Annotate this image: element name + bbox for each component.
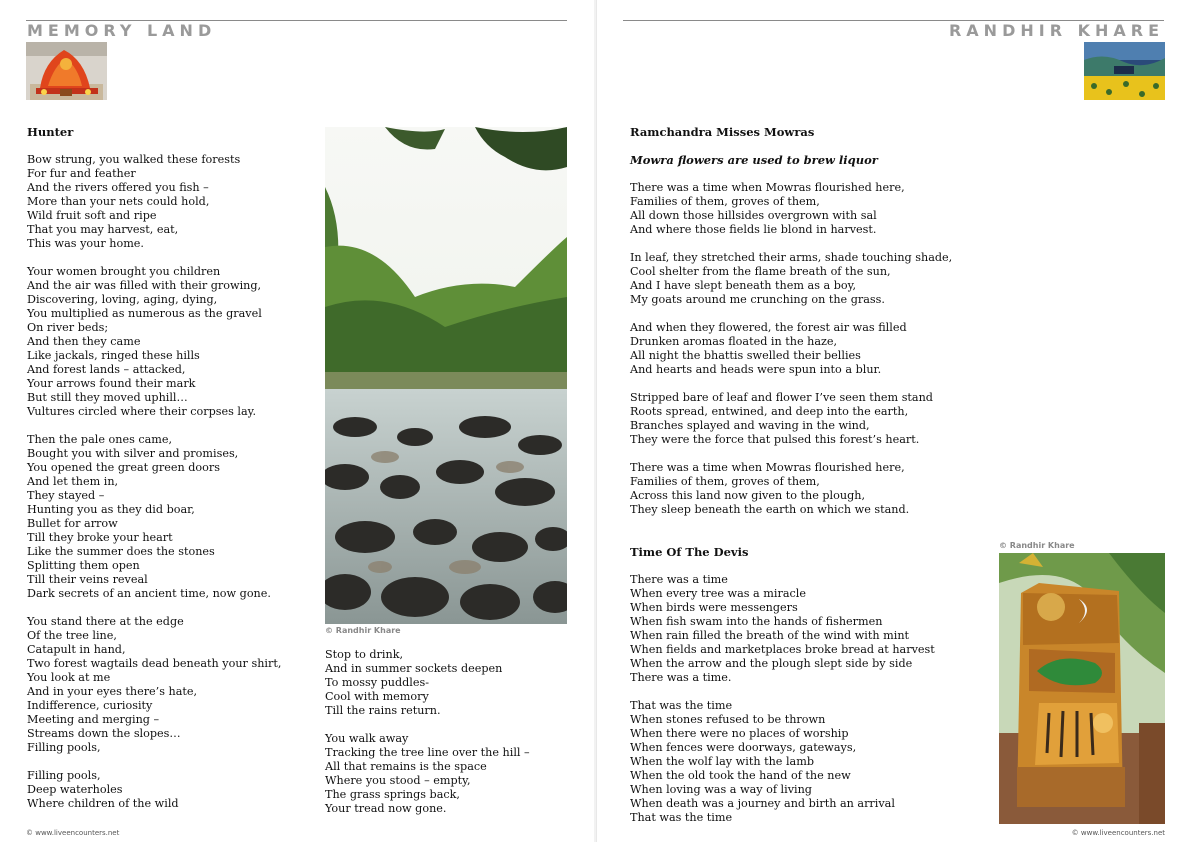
verse-line: The grass springs back, — [325, 788, 460, 801]
verse-line: Where children of the wild — [27, 797, 179, 810]
verse-line: Discovering, loving, aging, dying, — [27, 293, 218, 306]
verse-line: They stayed – — [27, 489, 105, 502]
right-page — [597, 0, 1191, 842]
verse-line: Meeting and merging – — [27, 713, 160, 726]
stanza-gap — [630, 685, 935, 699]
verse-line: That was the time — [630, 811, 733, 824]
verse-line: All down those hillsides overgrown with sal — [630, 209, 877, 222]
stanza-gap — [27, 601, 281, 615]
verse-line: All that remains is the space — [325, 760, 487, 773]
verse-line: When fields and marketplaces broke bread at harvest — [630, 643, 935, 656]
verse-line: Splitting them open — [27, 559, 140, 572]
verse-line: When the wolf lay with the lamb — [630, 755, 814, 768]
verse-line: All night the bhattis swelled their bellies — [630, 349, 861, 362]
verse-line: But still they moved uphill… — [27, 391, 188, 404]
running-head: RANDHIR KHARE — [948, 21, 1164, 40]
verse-line: Catapult in hand, — [27, 643, 126, 656]
devi-stone-image — [999, 553, 1165, 824]
poem-column-1 — [27, 153, 281, 811]
verse-line: In leaf, they stretched their arms, shade touching shade, — [630, 251, 953, 264]
verse-line: Vultures circled where their corpses lay. — [27, 405, 257, 418]
verse-line: Roots spread, entwined, and deep into the earth, — [630, 405, 909, 418]
verse-line: Branches splayed and waving in the wind, — [630, 419, 870, 432]
verse-line: Across this land now given to the plough, — [630, 489, 865, 502]
verse-line: Your women brought you children — [27, 265, 221, 278]
verse-line: Cool with memory — [325, 690, 429, 703]
verse-line: Like the summer does the stones — [27, 545, 215, 558]
verse-line: When rain filled the breath of the wind with mint — [630, 629, 910, 642]
verse-line: There was a time when Mowras flourished here, — [630, 181, 905, 194]
header-thumbnail-painting — [1084, 42, 1165, 100]
verse-line: Bought you with silver and promises, — [27, 447, 239, 460]
devi-stone-photo — [999, 553, 1165, 824]
verse-line: You multiplied as numerous as the gravel — [27, 307, 262, 320]
verse-line: And in summer sockets deepen — [325, 662, 503, 675]
verse-line: And let them in, — [27, 475, 119, 488]
verse-line: When birds were messengers — [630, 601, 798, 614]
verse-line: Dark secrets of an ancient time, now gone. — [27, 587, 271, 600]
verse-line: Tracking the tree line over the hill – — [325, 746, 530, 759]
verse-line: Your tread now gone. — [325, 802, 447, 815]
verse-line: When there were no places of worship — [630, 727, 849, 740]
verse-line: Families of them, groves of them, — [630, 475, 820, 488]
verse-line: Families of them, groves of them, — [630, 195, 820, 208]
verse-line: Drunken aromas floated in the haze, — [630, 335, 838, 348]
verse-line: They were the force that pulsed this forest’s heart. — [630, 433, 920, 446]
verse-line: For fur and feather — [27, 167, 136, 180]
stanza-gap — [630, 237, 952, 251]
river-photo — [325, 127, 567, 624]
verse-line: And when they flowered, the forest air was filled — [630, 321, 907, 334]
verse-line: Bullet for arrow — [27, 517, 118, 530]
verse-line: And hearts and heads were spun into a blur. — [630, 363, 882, 376]
verse-line: That was the time — [630, 699, 733, 712]
verse-line: Filling pools, — [27, 741, 101, 754]
verse-line: When fences were doorways, gateways, — [630, 741, 857, 754]
verse-line: Cool shelter from the flame breath of the sun, — [630, 265, 891, 278]
verse-line: This was your home. — [27, 237, 144, 250]
verse-line: More than your nets could hold, — [27, 195, 210, 208]
verse-line: To mossy puddles- — [325, 676, 429, 689]
verse-line: And the rivers offered you fish – — [27, 181, 209, 194]
verse-line: Stripped bare of leaf and flower I’ve seen them stand — [630, 391, 933, 404]
poem-title-devis: Time Of The Devis — [630, 545, 749, 559]
photo-credit: © Randhir Khare — [325, 626, 401, 635]
verse-line: When every tree was a miracle — [630, 587, 806, 600]
header-thumbnail-shrine — [26, 42, 107, 100]
verse-line: You opened the great green doors — [27, 461, 220, 474]
poem-devis-verse — [630, 573, 935, 825]
verse-line: And I have slept beneath them as a boy, — [630, 279, 857, 292]
verse-line: Of the tree line, — [27, 629, 117, 642]
verse-line: Till the rains return. — [325, 704, 441, 717]
stanza-gap — [27, 419, 281, 433]
verse-line: You walk away — [325, 732, 409, 745]
verse-line: Indifference, curiosity — [27, 699, 153, 712]
stanza-gap — [630, 307, 952, 321]
verse-line: And in your eyes there’s hate, — [27, 685, 198, 698]
verse-line: Stop to drink, — [325, 648, 404, 661]
verse-line: And the air was filled with their growing, — [27, 279, 262, 292]
verse-line: Bow strung, you walked these forests — [27, 153, 241, 166]
stanza-gap — [325, 718, 530, 732]
photo-credit: © Randhir Khare — [999, 541, 1075, 550]
painting-image — [1084, 42, 1165, 100]
left-page — [0, 0, 594, 842]
verse-line: Filling pools, — [27, 769, 101, 782]
verse-line: When loving was a way of living — [630, 783, 812, 796]
poem-column-2 — [325, 648, 530, 816]
verse-line: Till they broke your heart — [27, 531, 173, 544]
verse-line: On river beds; — [27, 321, 109, 334]
verse-line: There was a time — [630, 573, 728, 586]
verse-line: Wild fruit soft and ripe — [27, 209, 157, 222]
verse-line: When the arrow and the plough slept side by side — [630, 657, 913, 670]
verse-line: Hunting you as they did boar, — [27, 503, 195, 516]
stanza-gap — [630, 447, 952, 461]
verse-line: When fish swam into the hands of fishermen — [630, 615, 883, 628]
verse-line: Till their veins reveal — [27, 573, 148, 586]
poem-title-mowras: Ramchandra Misses Mowras — [630, 125, 815, 139]
stanza-gap — [27, 755, 281, 769]
verse-line: My goats around me crunching on the grass. — [630, 293, 885, 306]
verse-line: And forest lands – attacked, — [27, 363, 186, 376]
verse-line: You stand there at the edge — [27, 615, 184, 628]
page-footer: © www.liveencounters.net — [1071, 829, 1165, 837]
stanza-gap — [27, 251, 281, 265]
verse-line: Like jackals, ringed these hills — [27, 349, 200, 362]
poem-title: Hunter — [27, 125, 74, 139]
page-footer: © www.liveencounters.net — [26, 829, 120, 837]
verse-line: Deep waterholes — [27, 783, 123, 796]
verse-line: That you may harvest, eat, — [27, 223, 179, 236]
verse-line: You look at me — [27, 671, 111, 684]
verse-line: When death was a journey and birth an arrival — [630, 797, 895, 810]
verse-line: Your arrows found their mark — [27, 377, 196, 390]
shrine-image — [26, 42, 107, 100]
verse-line: There was a time. — [630, 671, 732, 684]
river-image — [325, 127, 567, 624]
verse-line: When the old took the hand of the new — [630, 769, 851, 782]
verse-line: Where you stood – empty, — [325, 774, 471, 787]
poem-subtitle: Mowra flowers are used to brew liquor — [630, 153, 878, 167]
verse-line: There was a time when Mowras flourished here, — [630, 461, 905, 474]
verse-line: Streams down the slopes… — [27, 727, 181, 740]
verse-line: When stones refused to be thrown — [630, 713, 826, 726]
verse-line: Then the pale ones came, — [27, 433, 173, 446]
stanza-gap — [630, 377, 952, 391]
running-head: MEMORY LAND — [27, 21, 217, 40]
verse-line: They sleep beneath the earth on which we stand. — [630, 503, 910, 516]
verse-line: Two forest wagtails dead beneath your shirt, — [27, 657, 282, 670]
verse-line: And where those fields lie blond in harvest. — [630, 223, 877, 236]
verse-line: And then they came — [27, 335, 141, 348]
poem-mowras-verse — [630, 181, 952, 517]
